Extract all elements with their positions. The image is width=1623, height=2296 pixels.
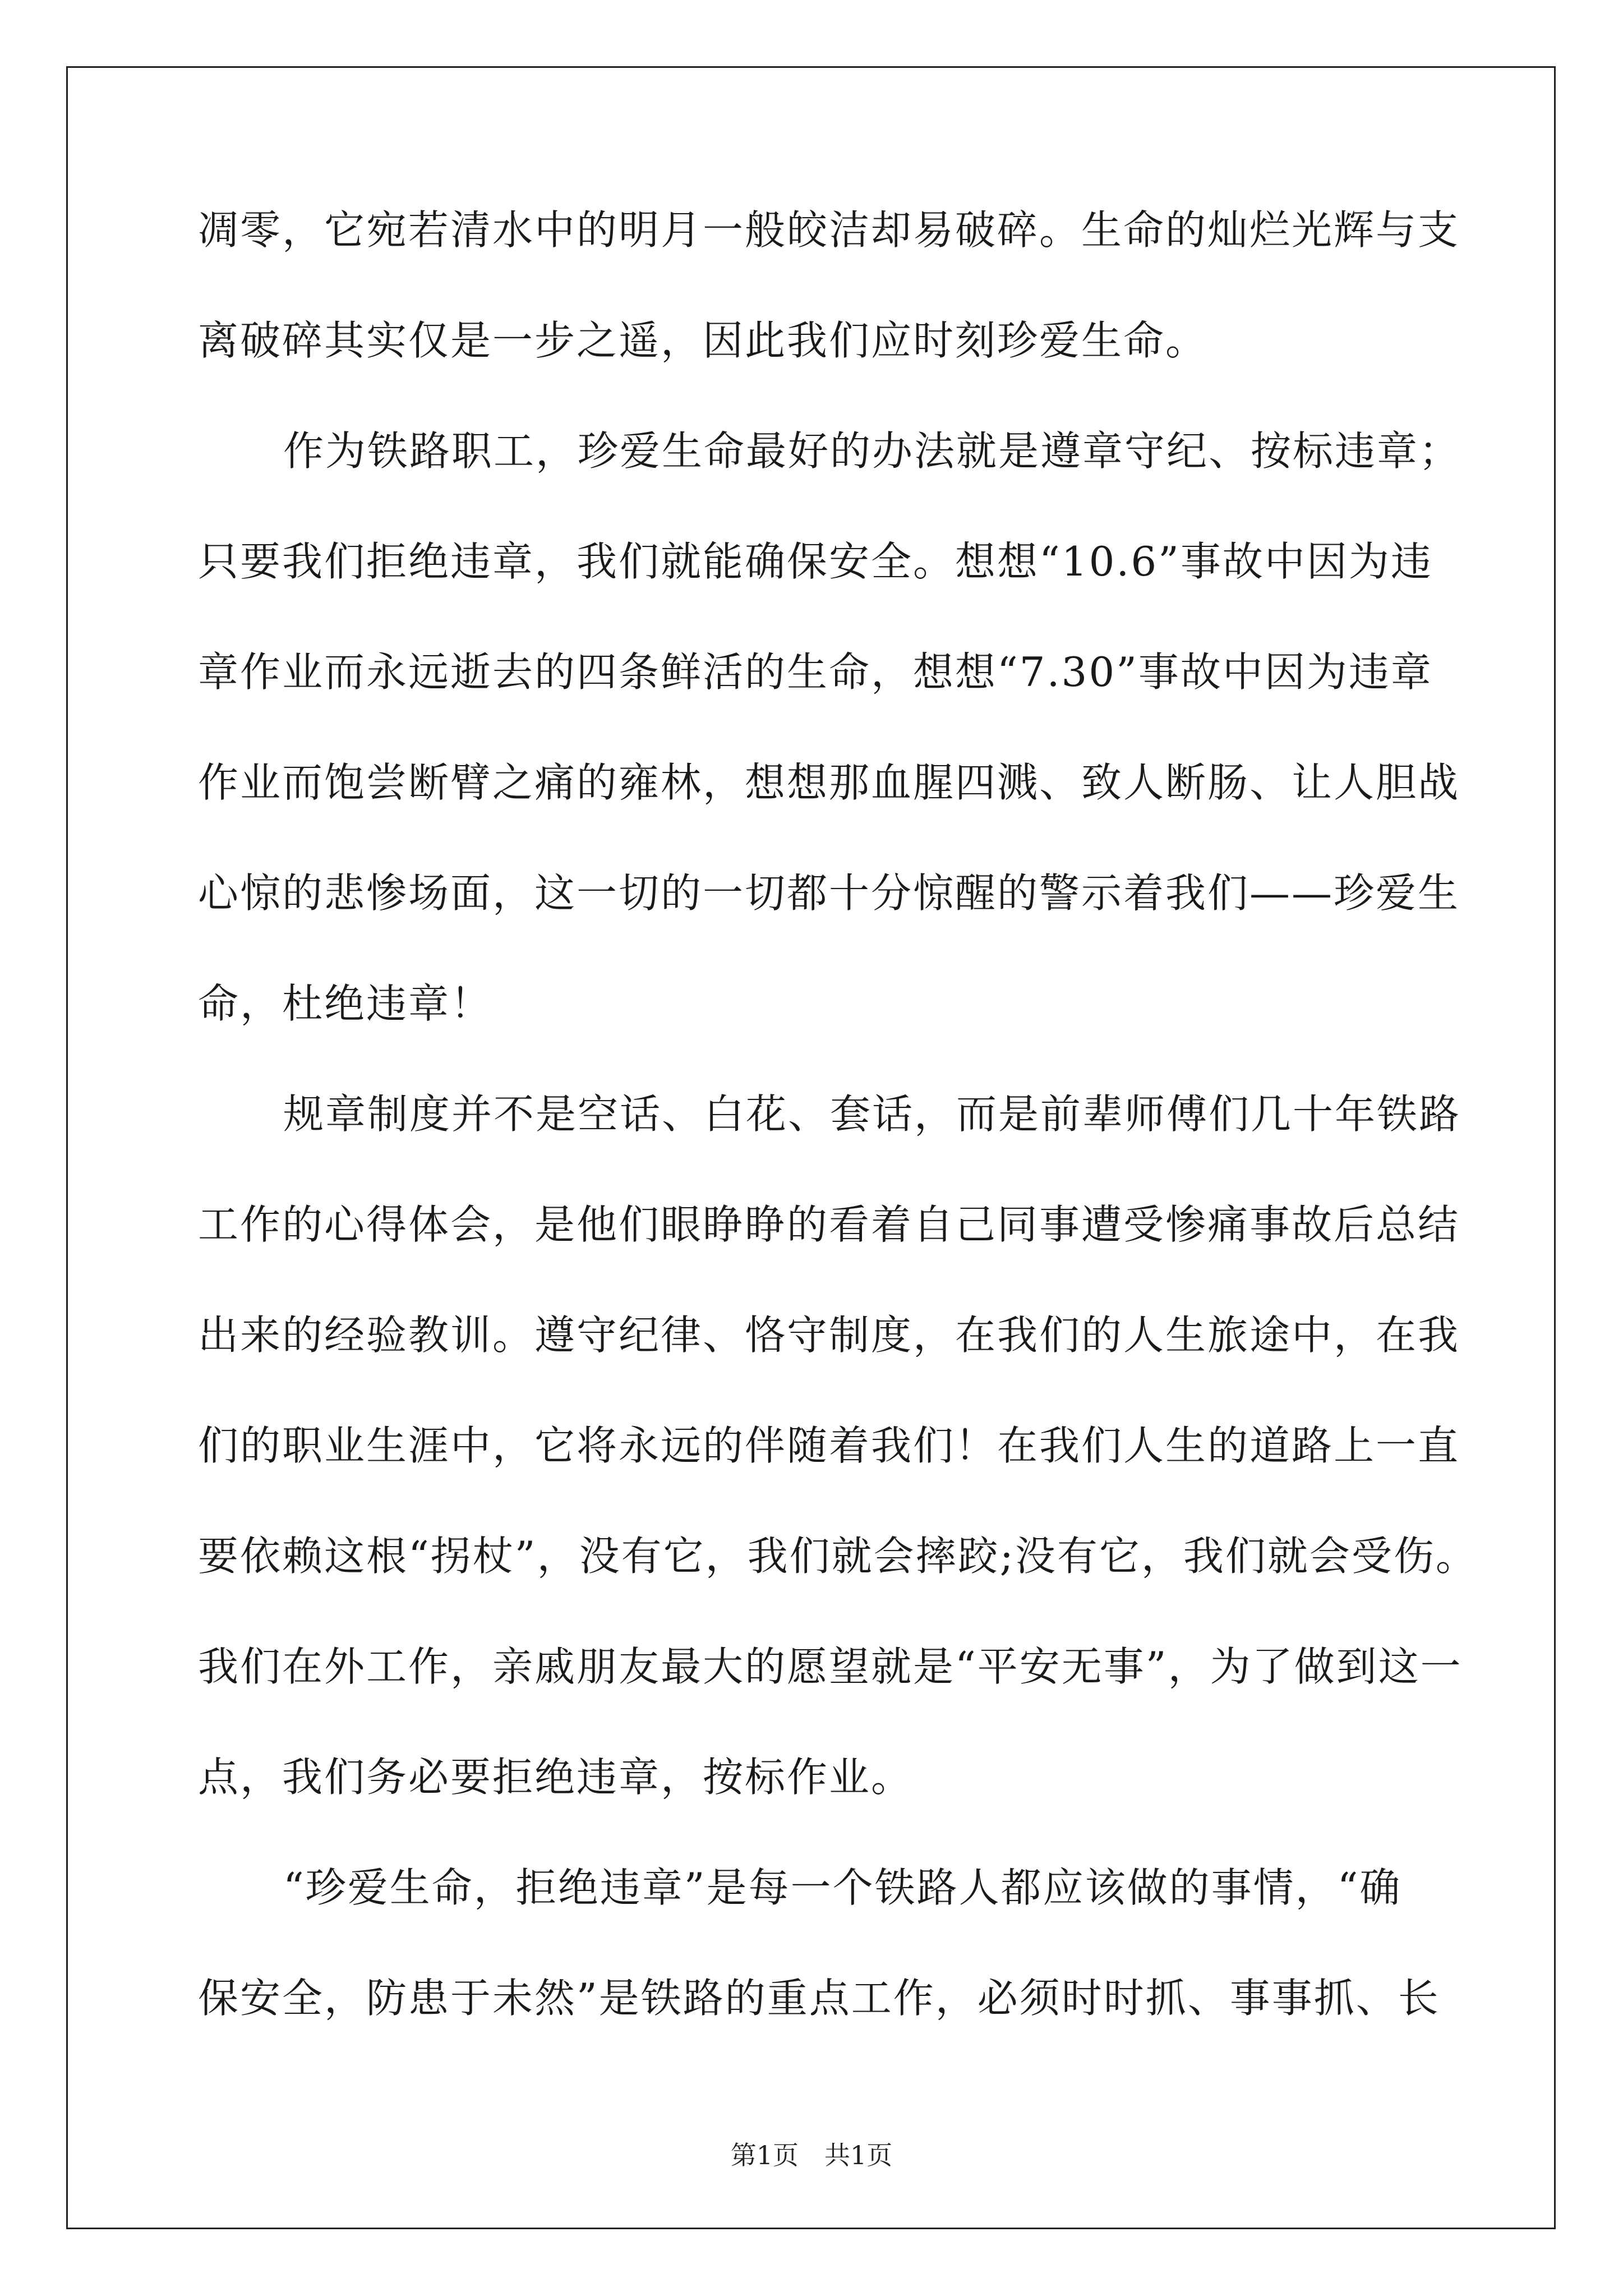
text-line: “珍爱生命，拒绝违章”是每一个铁路人都应该做的事情，“确 [283,1864,1402,1911]
text-line: 作为铁路职工，珍爱生命最好的办法就是遵章守纪、按标违章； [283,427,1461,475]
text-line: 凋零，它宛若清水中的明月一般皎洁却易破碎。生命的灿烂光辉与支 [198,206,1460,254]
document-body [198,202,1478,2081]
text-line: 保安全，防患于未然”是铁路的重点工作，必须时时抓、事事抓、长 [198,1975,1440,2022]
text-line: 命，杜绝违章！ [198,980,493,1027]
text-line: 点，我们务必要拒绝违章，按标作业。 [198,1754,914,1801]
text-line: 只要我们拒绝违章，我们就能确保安全。想想“10.6”事故中因为违 [198,538,1433,585]
text-line: 离破碎其实仅是一步之遥，因此我们应时刻珍爱生命。 [198,317,1208,364]
text-line: 我们在外工作，亲戚朋友最大的愿望就是“平安无事”，为了做到这一 [198,1643,1463,1690]
text-line: 出来的经验教训。遵守纪律、恪守制度，在我们的人生旅途中，在我 [198,1312,1460,1359]
text-line: 要依赖这根“拐杖”，没有它，我们就会摔跤;没有它，我们就会受伤。 [198,1533,1478,1580]
text-line: 工作的心得体会，是他们眼睁睁的看着自己同事遭受惨痛事故后总结 [198,1201,1460,1248]
text-line: 作业而饱尝断臂之痛的雍林，想想那血腥四溅、致人断肠、让人胆战 [198,759,1460,806]
text-line: 规章制度并不是空话、白花、套话，而是前辈师傅们几十年铁路 [283,1091,1461,1138]
page-number-footer: 第1页 共1页 [730,2140,893,2170]
text-line: 章作业而永远逝去的四条鲜活的生命，想想“7.30”事故中因为违章 [198,648,1433,696]
text-line: 心惊的悲惨场面，这一切的一切都十分惊醒的警示着我们——珍爱生 [198,869,1460,917]
text-line: 们的职业生涯中，它将永远的伴随着我们！在我们人生的道路上一直 [198,1422,1460,1469]
